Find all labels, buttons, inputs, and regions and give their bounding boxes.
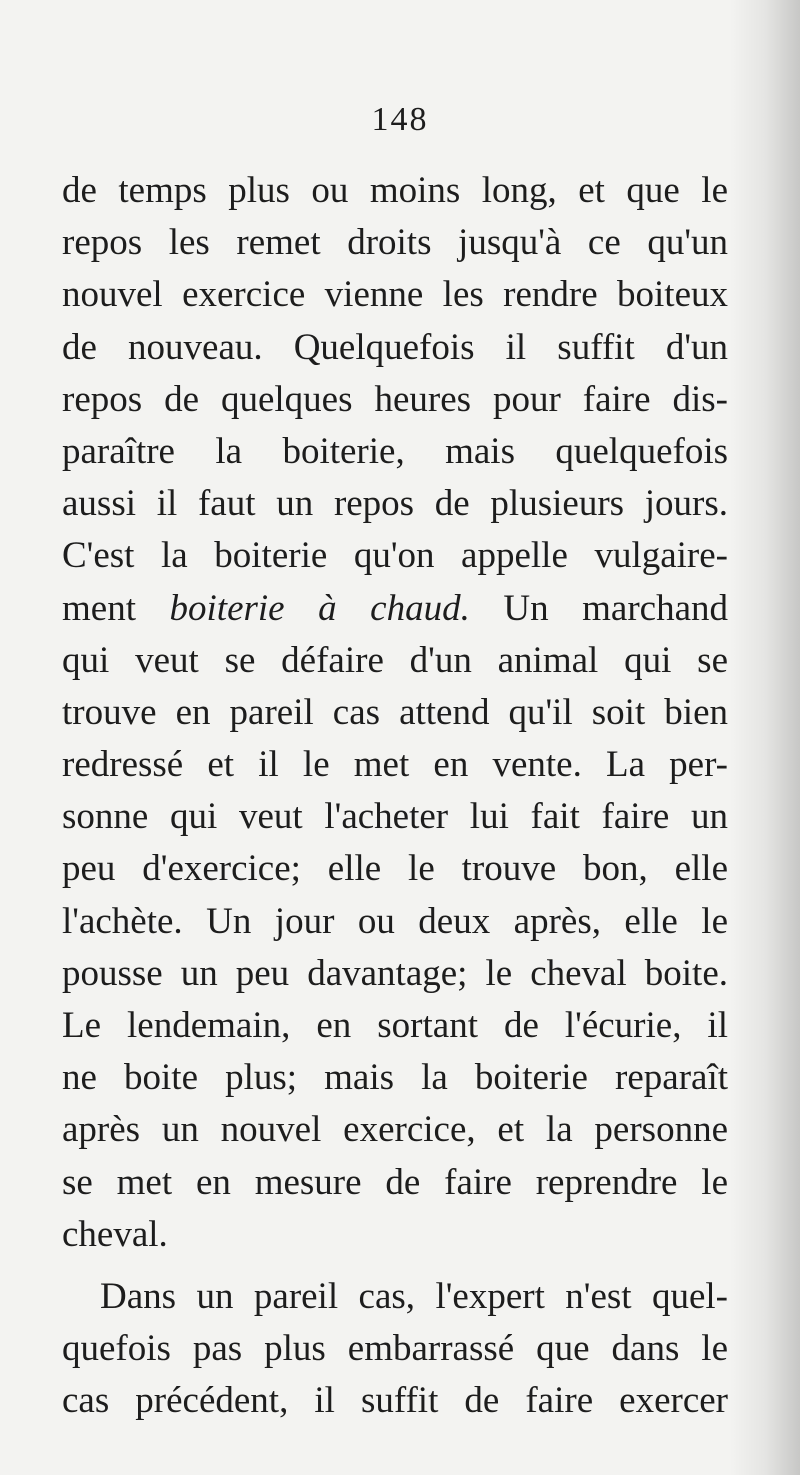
text-line: redressé et il le met en vente. La per- [62,744,728,786]
text-line: qui veut se défaire d'un animal qui se [62,639,728,681]
text-line: paraître la boiterie, mais quelquefois [62,430,728,472]
text-segment: Un marchand [469,587,728,629]
text-line: après un nouvel exercice, et la personne [62,1109,728,1151]
paragraph-gap [62,1261,728,1271]
body-text [62,165,728,1428]
text-line: quefois pas plus embarrassé que dans le [62,1328,728,1370]
text-line: nouvel exercice vienne les rendre boiteux [62,274,728,316]
text-line: sonne qui veut l'acheter lui fait faire un [62,796,728,838]
text-line: peu d'exercice; elle le trouve bon, elle [62,848,728,890]
text-line: ne boite plus; mais la boiterie reparaît [62,1057,728,1099]
text-line: cas précédent, il suffit de faire exercer [62,1380,728,1422]
italic-term: boiterie à chaud. [169,587,470,629]
text-line: de temps plus ou moins long, et que le [62,170,728,211]
text-line: repos les remet droits jusqu'à ce qu'un [62,222,728,264]
text-line: repos de quelques heures pour faire dis- [62,378,728,420]
text-line-with-italic [62,583,728,635]
text-line: Dans un pareil cas, l'expert n'est quel- [100,1275,728,1317]
text-line: pousse un peu davantage; le cheval boite. [62,952,728,994]
text-line: se met en mesure de faire reprendre le [62,1161,728,1203]
text-line: l'achète. Un jour ou deux après, elle le [62,900,728,942]
text-line: cheval. [62,1213,168,1255]
text-line: C'est la boiterie qu'on appelle vulgaire- [62,535,728,577]
page-number: 148 [371,101,429,138]
text-line: aussi il faut un repos de plusieurs jours. [62,483,728,525]
text-segment: ment [62,587,170,629]
page-edge-shadow [730,0,800,1475]
text-line: trouve en pareil cas attend qu'il soit bien [62,691,728,733]
text-line: Le lendemain, en sortant de l'écurie, il [62,1005,728,1046]
text-line: de nouveau. Quelquefois il suffit d'un [62,326,728,368]
